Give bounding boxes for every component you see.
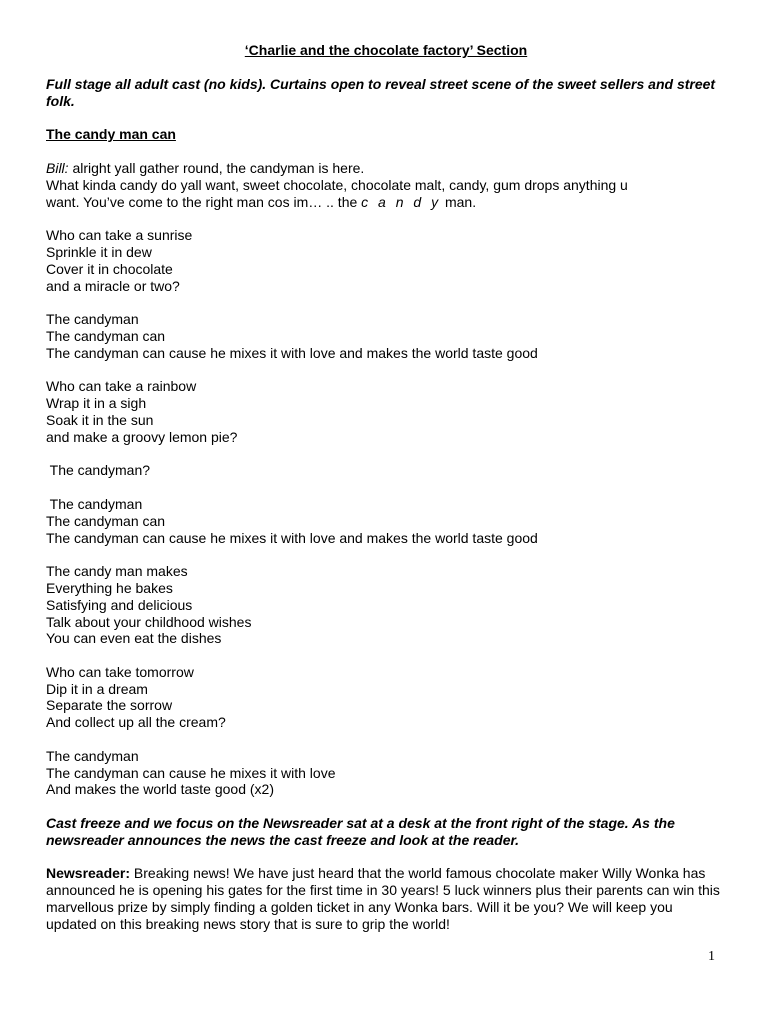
page-title: ‘Charlie and the chocolate factory’ Section [244,42,528,58]
verse [46,563,726,647]
lyric-line: Who can take a sunrise [46,227,193,244]
lyric-line: Separate the sorrow [46,697,173,714]
song-title: The candy man can [46,126,176,143]
dialogue-text: Breaking news! We have just heard that the world famous chocolate maker Willy Wonka has announced he is opening his gates for the first time in 30 years! 5 luck winners plus their parents can win this marvellous prize by simply finding a golden ticket in any Wonka bars. Will it be you? We will keep you updated on this breaking news story that is sure to grip the world! [46,865,720,932]
speaker-name-newsreader: Newsreader: [46,865,131,882]
lyric-line: Satisfying and delicious [46,596,193,613]
script-page [46,42,726,933]
verse [46,496,726,546]
lyric-line: and make a groovy lemon pie? [46,428,238,445]
lyric-line: Wrap it in a sigh [46,395,147,412]
dialogue-text: want. You’ve come to the right man cos im… .. the [46,193,362,210]
lyric-line: and a miracle or two? [46,277,180,294]
lyric-line: Everything he bakes [46,579,173,596]
spacer [46,647,726,664]
lyric-line: The candyman can [46,327,166,344]
spacer [46,110,726,127]
spacer [46,731,726,748]
lyric-line: The candyman [46,311,139,328]
lyric-line: Soak it in the sun [46,411,154,428]
song-lyrics [46,210,726,798]
verse [46,664,726,731]
spacer [46,446,726,463]
lyric-line: The candyman can cause he mixes it with love and makes the world taste good [46,344,538,361]
dialogue-text: What kinda candy do yall want, sweet chocolate, chocolate malt, candy, gum drops anything u [46,176,628,193]
spacer [46,479,726,496]
spacer [46,143,726,160]
lyric-line: Sprinkle it in dew [46,243,152,260]
page-number: 1 [708,949,715,964]
lyric-line: The candyman [46,747,139,764]
verse [46,378,726,445]
lyric-line: Dip it in a dream [46,680,148,697]
dialogue-text: alright yall gather round, the candyman is here. [68,159,365,176]
lyric-line: The candyman? [46,462,151,479]
spacer [46,798,726,815]
lyric-line: Talk about your childhood wishes [46,613,252,630]
newsreader-dialogue [46,865,726,932]
spacer [46,210,726,227]
lyric-line: Who can take a rainbow [46,378,197,395]
lyric-line: And makes the world taste good (x2) [46,781,275,798]
spacer [46,849,726,866]
freeze-stage-direction: Cast freeze and we focus on the Newsreader sat at a desk at the front right of the stage. As the newsreader announces the news the cast freeze and look at the reader. [46,815,675,848]
lyric-line: You can even eat the dishes [46,630,222,647]
verse [46,311,726,361]
spacer [46,294,726,311]
lyric-line: Cover it in chocolate [46,260,173,277]
lyric-line: The candyman can [46,512,166,529]
lyric-line: Who can take tomorrow [46,663,194,680]
speaker-name-bill: Bill: [46,159,69,176]
spacer [46,362,726,379]
lyric-line: The candy man makes [46,563,188,580]
lyric-line: The candyman can cause he mixes it with love [46,764,336,781]
verse [46,748,726,798]
verse [46,462,726,479]
lyric-line: The candyman can cause he mixes it with love and makes the world taste good [46,529,538,546]
bill-dialogue [46,160,726,210]
intro-stage-direction: Full stage all adult cast (no kids). Curtains open to reveal street scene of the sweet sellers and street folk. [46,76,716,109]
verse [46,227,726,294]
lyric-line: The candyman [46,495,143,512]
spaced-word: c a n d y [361,193,442,210]
dialogue-text: man. [441,193,477,210]
lyric-line: And collect up all the cream? [46,714,226,731]
spacer [46,546,726,563]
